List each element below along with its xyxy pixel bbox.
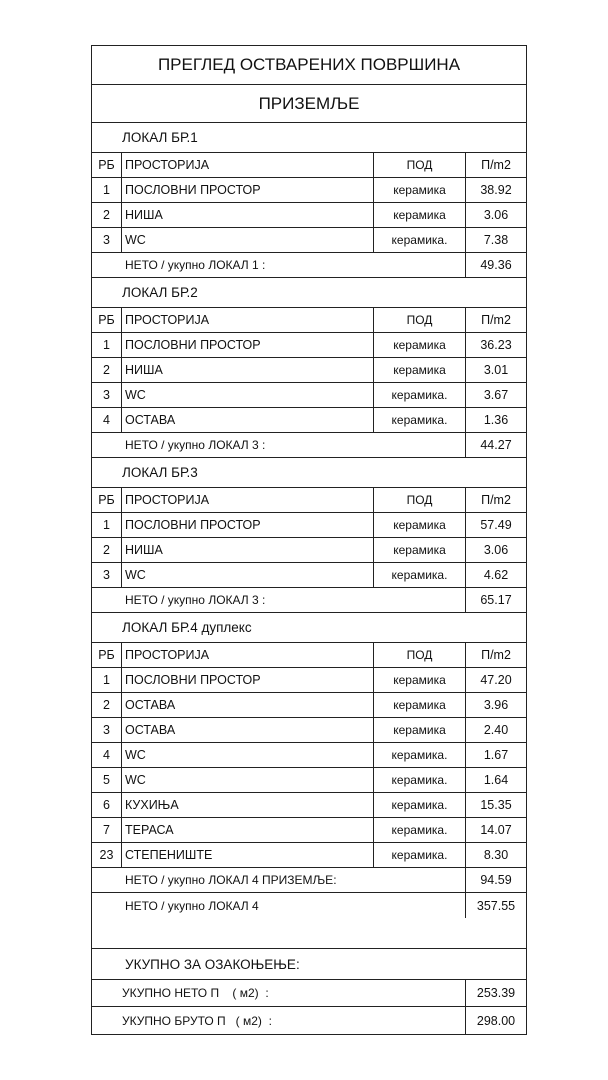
header-rb: РБ [92, 643, 122, 667]
room-area: 1.67 [483, 748, 509, 762]
table-row [92, 743, 526, 768]
total-net-value: 253.39 [476, 986, 516, 1000]
floor-type: керамика. [374, 228, 466, 252]
room-name: WC [122, 228, 374, 252]
unit-title: ЛОКАЛ БР.2 [122, 285, 198, 300]
row-number: 2 [92, 538, 122, 562]
net-total-row [92, 433, 526, 458]
area-overview-table [91, 45, 527, 1035]
room-name: ТЕРАСА [122, 818, 374, 842]
unit-title: ЛОКАЛ БР.1 [122, 130, 198, 145]
room-name: ПОСЛОВНИ ПРОСТОР [122, 178, 374, 202]
row-number: 2 [92, 358, 122, 382]
room-area: 1.36 [483, 413, 509, 427]
net-total-value: 94.59 [480, 873, 512, 887]
row-number: 1 [92, 668, 122, 692]
row-number: 4 [92, 743, 122, 767]
floor-type: керамика [374, 513, 466, 537]
totals-title-row [92, 949, 526, 980]
header-room: ПРОСТОРИЈА [122, 153, 374, 177]
net-total-row [92, 253, 526, 278]
room-area: 8.30 [483, 848, 509, 862]
floor-type: керамика [374, 333, 466, 357]
room-area: 36.23 [480, 338, 512, 352]
table-row [92, 333, 526, 358]
floor-type: керамика. [374, 563, 466, 587]
row-number: 3 [92, 563, 122, 587]
row-number: 23 [92, 843, 122, 867]
net-total-value: 65.17 [480, 593, 512, 607]
table-row [92, 538, 526, 563]
header-room: ПРОСТОРИЈА [122, 308, 374, 332]
room-area: 2.40 [483, 723, 509, 737]
header-floor: ПОД [374, 308, 466, 332]
room-name: ОСТАВА [122, 718, 374, 742]
room-area: 3.06 [483, 543, 509, 557]
title-row [92, 46, 526, 85]
table-row [92, 668, 526, 693]
header-area: П/m2 [481, 158, 511, 172]
table-row [92, 843, 526, 868]
table-row [92, 203, 526, 228]
row-number: 3 [92, 383, 122, 407]
net-total-row [92, 893, 526, 918]
row-number: 7 [92, 818, 122, 842]
room-name: ПОСЛОВНИ ПРОСТОР [122, 333, 374, 357]
total-gross-value: 298.00 [476, 1013, 516, 1028]
units-container [92, 123, 526, 918]
room-name: НИША [122, 358, 374, 382]
unit-header-row [92, 613, 526, 643]
room-name: ОСТАВА [122, 693, 374, 717]
row-number: 2 [92, 693, 122, 717]
row-number: 4 [92, 408, 122, 432]
room-area: 57.49 [480, 518, 512, 532]
net-total-row [92, 588, 526, 613]
table-row [92, 718, 526, 743]
unit-title: ЛОКАЛ БР.3 [122, 465, 198, 480]
room-area: 38.92 [480, 183, 512, 197]
net-total-value: 49.36 [480, 258, 512, 272]
table-row [92, 693, 526, 718]
unit-header-row [92, 458, 526, 488]
header-floor: ПОД [374, 153, 466, 177]
header-area: П/m2 [481, 493, 511, 507]
floor-type: керамика. [374, 408, 466, 432]
floor-type: керамика. [374, 768, 466, 792]
room-area: 3.96 [483, 698, 509, 712]
room-name: НИША [122, 203, 374, 227]
spacer-row [92, 918, 526, 949]
column-header-row [92, 308, 526, 333]
room-area: 3.06 [483, 208, 509, 222]
net-total-label: НЕТО / укупно ЛОКАЛ 4 [92, 893, 466, 918]
header-room: ПРОСТОРИЈА [122, 643, 374, 667]
header-area: П/m2 [481, 648, 511, 662]
floor-type: керамика. [374, 843, 466, 867]
header-rb: РБ [92, 488, 122, 512]
table-row [92, 358, 526, 383]
net-total-label: НЕТО / укупно ЛОКАЛ 3 : [92, 433, 466, 457]
row-number: 1 [92, 333, 122, 357]
floor-type: керамика [374, 358, 466, 382]
room-area: 1.64 [483, 773, 509, 787]
room-name: WC [122, 383, 374, 407]
room-area: 7.38 [483, 233, 509, 247]
net-total-label: НЕТО / укупно ЛОКАЛ 3 : [92, 588, 466, 612]
table-row [92, 408, 526, 433]
table-row [92, 228, 526, 253]
row-number: 3 [92, 718, 122, 742]
header-floor: ПОД [374, 643, 466, 667]
empty-cell [92, 918, 526, 948]
row-number: 1 [92, 178, 122, 202]
floor-type: керамика. [374, 383, 466, 407]
net-total-value: 44.27 [480, 438, 512, 452]
room-name: ОСТАВА [122, 408, 374, 432]
room-area: 4.62 [483, 568, 509, 582]
floor-row [92, 85, 526, 123]
total-net-label: УКУПНО НЕТО П ( м2) : [92, 980, 466, 1006]
total-gross-label: УКУПНО БРУТО П ( м2) : [92, 1007, 466, 1034]
row-number: 3 [92, 228, 122, 252]
net-total-value: 357.55 [476, 898, 516, 913]
floor-type: керамика [374, 718, 466, 742]
document-title: ПРЕГЛЕД ОСТВАРЕНИХ ПОВРШИНА [157, 55, 461, 74]
unit-header-row [92, 278, 526, 308]
column-header-row [92, 488, 526, 513]
room-name: ПОСЛОВНИ ПРОСТОР [122, 668, 374, 692]
table-row [92, 768, 526, 793]
room-area: 14.07 [480, 823, 512, 837]
header-rb: РБ [92, 153, 122, 177]
floor-type: керамика [374, 203, 466, 227]
net-total-row [92, 868, 526, 893]
floor-type: керамика [374, 538, 466, 562]
net-total-label: НЕТО / укупно ЛОКАЛ 1 : [92, 253, 466, 277]
room-name: WC [122, 743, 374, 767]
room-area: 15.35 [480, 798, 512, 812]
column-header-row [92, 153, 526, 178]
table-row [92, 178, 526, 203]
room-name: НИША [122, 538, 374, 562]
unit-title: ЛОКАЛ БР.4 дуплекс [122, 620, 252, 635]
floor-type: керамика. [374, 818, 466, 842]
header-room: ПРОСТОРИЈА [122, 488, 374, 512]
row-number: 5 [92, 768, 122, 792]
row-number: 2 [92, 203, 122, 227]
total-gross-row [92, 1007, 526, 1034]
total-net-row [92, 980, 526, 1007]
table-row [92, 818, 526, 843]
room-name: ПОСЛОВНИ ПРОСТОР [122, 513, 374, 537]
floor-type: керамика. [374, 793, 466, 817]
floor-type: керамика. [374, 743, 466, 767]
table-row [92, 793, 526, 818]
room-name: СТЕПЕНИШТЕ [122, 843, 374, 867]
room-name: КУХИЊА [122, 793, 374, 817]
room-name: WC [122, 563, 374, 587]
totals-title: УКУПНО ЗА ОЗАКОЊЕЊЕ: [125, 956, 300, 972]
floor-type: керамика [374, 668, 466, 692]
room-area: 47.20 [480, 673, 512, 687]
column-header-row [92, 643, 526, 668]
net-total-label: НЕТО / укупно ЛОКАЛ 4 ПРИЗЕМЉЕ: [92, 868, 466, 892]
row-number: 6 [92, 793, 122, 817]
room-area: 3.01 [483, 363, 509, 377]
floor-title: ПРИЗЕМЉЕ [258, 93, 360, 113]
unit-header-row [92, 123, 526, 153]
table-row [92, 383, 526, 408]
floor-type: керамика [374, 693, 466, 717]
header-rb: РБ [92, 308, 122, 332]
room-area: 3.67 [483, 388, 509, 402]
header-area: П/m2 [481, 313, 511, 327]
table-row [92, 563, 526, 588]
table-row [92, 513, 526, 538]
header-floor: ПОД [374, 488, 466, 512]
floor-type: керамика [374, 178, 466, 202]
row-number: 1 [92, 513, 122, 537]
room-name: WC [122, 768, 374, 792]
